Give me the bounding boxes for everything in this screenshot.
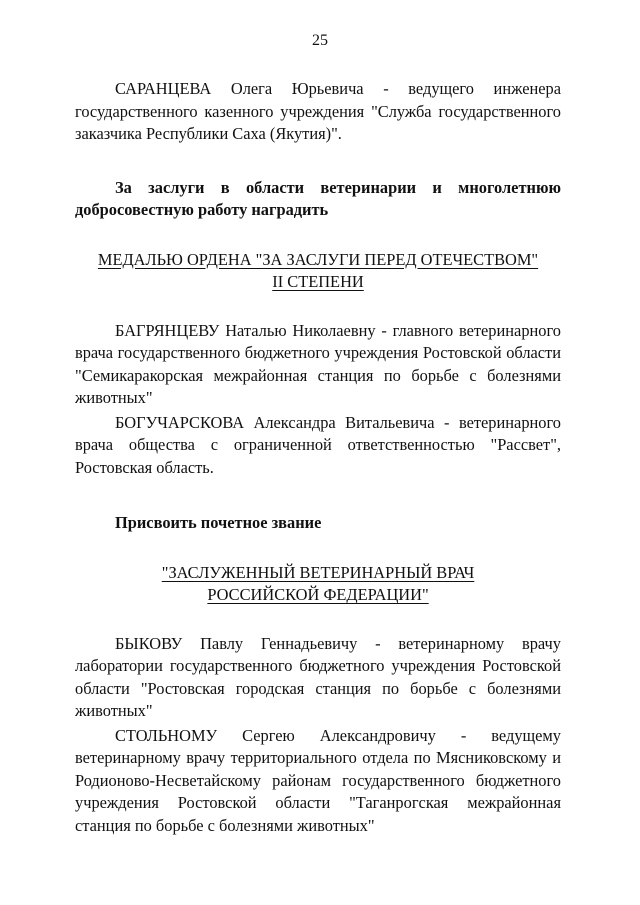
- title-directive: Присвоить почетное звание: [115, 513, 322, 532]
- title-entry-bykov: БЫКОВУ Павлу Геннадьевичу - ветеринарному врачу лаборатории государственного бюджетного учреждения Ростовской области "Ростовская городская станция по борьбе с болезнями животных": [75, 633, 561, 720]
- title-heading-honored-vet: [75, 562, 561, 607]
- document-body: [75, 78, 561, 837]
- title-entry-stolny: СТОЛЬНОМУ Сергею Александровичу - ведущему ветеринарному врачу территориального отдела по Мясниковскому и Родионово-Несветайскому районам государственного бюджетного учреждения Ростовской области "Таганрогская межрайонная станция по борьбе с болезнями животных": [75, 725, 561, 835]
- award-entry-bagryanceva: БАГРЯНЦЕВУ Наталью Николаевну - главного ветеринарного врача государственного бюджетного учреждения Ростовской области "Семикаракорская межрайонная станция по борьбе с болезнями животных": [75, 320, 561, 407]
- title-heading-line1: "ЗАСЛУЖЕННЫЙ ВЕТЕРИНАРНЫЙ ВРАЧ: [161, 562, 475, 582]
- award-heading-medal-line1: МЕДАЛЬЮ ОРДЕНА "ЗА ЗАСЛУГИ ПЕРЕД ОТЕЧЕСТВОМ": [97, 249, 539, 269]
- title-heading-line2: РОССИЙСКОЙ ФЕДЕРАЦИИ": [207, 585, 429, 604]
- page-number: 25: [312, 32, 328, 49]
- award-directive: За заслуги в области ветеринарии и многолетнюю добросовестную работу наградить: [75, 177, 561, 219]
- award-entry-bogucharskov: БОГУЧАРСКОВА Александра Витальевича - ветеринарного врача общества с ограниченной ответственностью "Рассвет", Ростовская область.: [75, 412, 561, 477]
- award-entry-saranceva: САРАНЦЕВА Олега Юрьевича - ведущего инженера государственного казенного учреждения "Служба государственного заказчика Республики Саха (Якутия)".: [75, 79, 561, 143]
- award-heading-medal-line2: II СТЕПЕНИ: [272, 272, 364, 291]
- award-heading-medal: [75, 249, 561, 294]
